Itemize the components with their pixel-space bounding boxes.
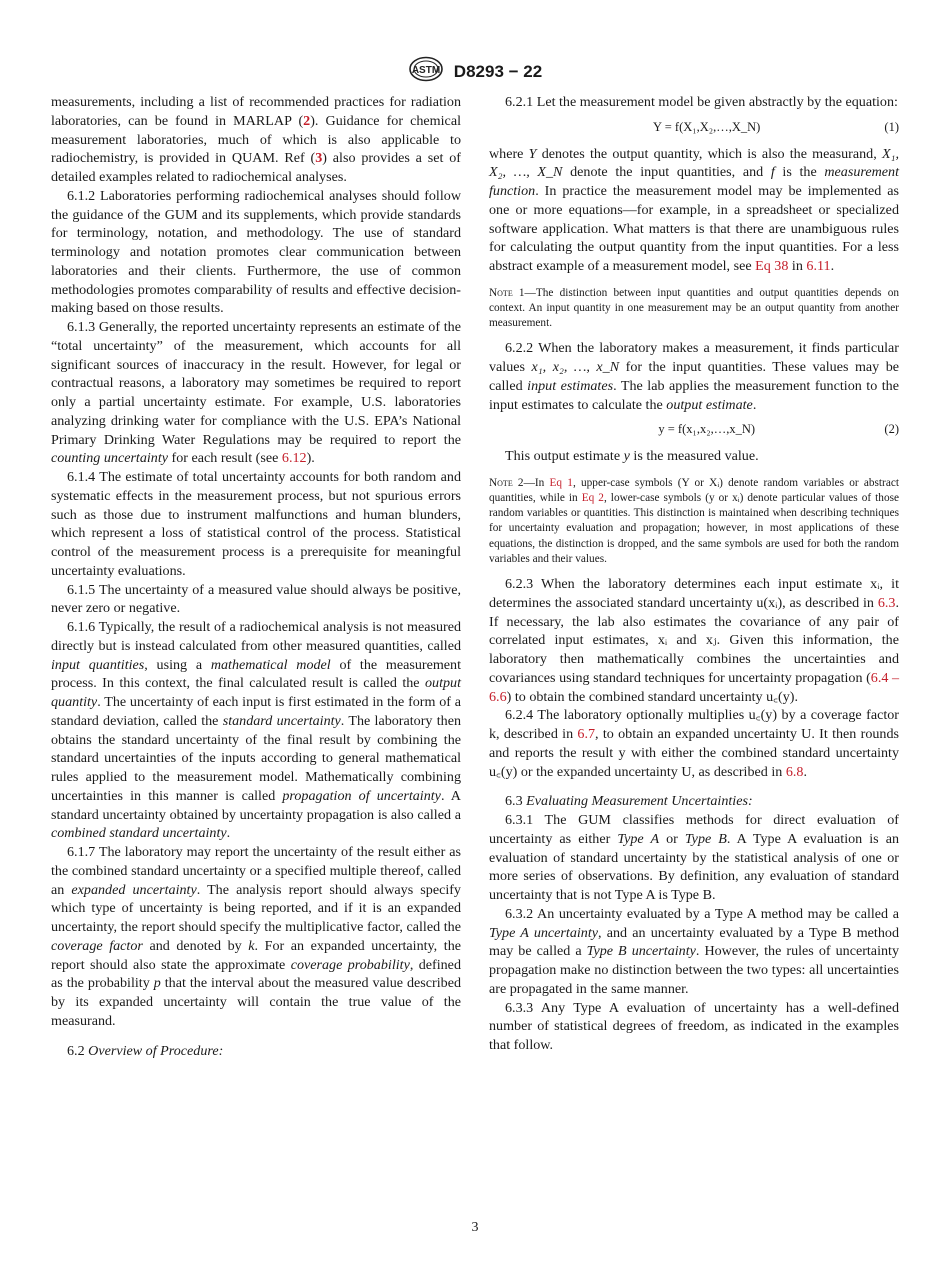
paragraph-6-2-4: 6.2.4 The laboratory optionally multiplies u꜀(y) by a coverage factor k, described in 6.7, to obtain an expanded uncertainty U. It then rounds and reports the result y with either the combined standard uncertainty u꜀(y) or the expanded uncertainty U, as described in 6.8. [489,707,899,780]
paragraph-6-1-3: 6.1.3 Generally, the reported uncertainty represents an estimate of the “total uncertainty” of the measurement, which accounts for all significant sources of inaccuracy in the result. However, for legal or contractual reasons, a laboratory may sometimes be required to report only a partial uncertainty estimate. For example, U.S. laboratories analyzing drinking water for compliance with the U.S. EPA’s National Primary Drinking Water Regulations may be required to report the counting uncertainty for each result (see 6.12). [51,319,461,467]
paragraph-6-1-7: 6.1.7 The laboratory may report the uncertainty of the result either as the combined standard uncertainty or a specified multiple thereof, called an expanded uncertainty. The analysis report should always specify which type of uncertainty is being reported, and if it is an expanded uncertainty, the report should specify the multiplicative factor, called the coverage factor and denoted by k. For an expanded uncertainty, the report should also state the approximate coverage probability, defined as the probability p that the interval about the measured value described by its expanded uncertainty will contain the true value of the measurand. [51,844,462,1029]
paragraph-6-1-4: 6.1.4 The estimate of total uncertainty accounts for both random and systematic effects in the measurement process, but not spurious errors such as those due to instrument malfunctions and human blunders, which represent a loss of statistical control of the process. Statistical control of the measurement process is a prerequisite for meaningful uncertainty evaluations. [51,469,461,579]
section-link[interactable]: 6.4 – 6.6 [489,669,899,705]
paragraph-6-2-1: 6.2.1 Let the measurement model be given abstractly by the equation: [505,94,898,110]
paragraph-6-2-2: 6.2.2 When the laboratory makes a measurement, it finds particular values x₁, x₂, …, x_N for the input quantities. These values may be called input estimates. The lab applies the measurement function to the input estimates to calculate the output estimate. [489,340,900,413]
equation-1-number: (1) [884,119,899,134]
equation-2-number: (2) [884,422,899,437]
paragraph-6-3-1: 6.3.1 The GUM classifies methods for direct evaluation of uncertainty as either Type A or Type B. A Type A evaluation is an evaluation of standard uncertainty by the statistical analysis of one or more series of observations. By definition, any evaluation of standard uncertainty that is not Type A is Type B. [489,812,899,904]
paragraph-6-2-3: 6.2.3 When the laboratory determines each input estimate xᵢ, it determines the associated standard uncertainty u(xᵢ), as described in 6.3. If necessary, the lab also estimates the covariance of any pair of correlated input estimates, xᵢ and xⱼ. Given this information, the laboratory then mathematically combines the uncertainties and covariances using standard techniques for uncertainty propagation (6.4 – 6.6) to obtain the combined standard uncertainty u꜀(y). [489,576,899,705]
paragraph-6-1-2: 6.1.2 Laboratories performing radiochemical analyses should follow the guidance of the GUM and its supplements, which provide standards for terminology, notation, and methodology. The use of standard terminology and notation promotes clear communication between laboratories and their clients. Furthermore, the use of common methodologies promotes comparability of results and effective decision-making based on those results. [51,187,461,317]
reference-link[interactable]: 3 [315,150,323,167]
equation-2 [489,420,899,439]
equation-1-formula: Y = f(X₁,X₂,…,X_N) [653,119,761,134]
section-heading-6-2: 6.2 Overview of Procedure: [67,1042,224,1059]
equation-1 [489,118,899,137]
paragraph-6-1-5: 6.1.5 The uncertainty of a measured value should always be positive, never zero or negative. [51,581,461,617]
paragraph-6-1-1-continued: measurements, including a list of recommended practices for radiation laboratories, can be found in MARLAP (2). Guidance for chemical measurement laboratories, much of which is also applicable to radiochemistry, is provided in QUAM. Ref (3) also provides a set of detailed examples related to radiochemical analyses. [51,94,461,185]
equation-link[interactable]: Eq 38 [755,258,789,274]
section-heading-6-3: 6.3 Evaluating Measurement Uncertainties: [505,793,753,810]
paragraph-6-2-1-continued: where Y denotes the output quantity, which is also the measurand, X₁, X₂, …, X_N denote the input quantities, and f is the measurement function. In practice the measurement model may be implemented as one or more equations—for example, in a spreadsheet or specialized software application. What matters is that there are unambiguous rules for calculating the output quantity from the input quantities. For a less abstract example of a measurement model, see Eq 38 in 6.11. [489,145,899,274]
reference-link[interactable]: 2 [303,112,311,129]
section-link[interactable]: 6.11 [806,258,831,274]
svg-text:ASTM: ASTM [411,65,440,76]
equation-link[interactable]: Eq 2 [581,492,604,505]
section-link[interactable]: 6.7 [577,726,596,743]
page-number: 3 [471,1220,479,1235]
document-designation: D8293 − 22 [453,61,543,81]
section-link[interactable]: 6.12 [281,450,307,467]
paragraph-6-1-6: 6.1.6 Typically, the result of a radiochemical analysis is not measured directly but is instead calculated from other measured quantities, called input quantities, using a mathematical model of the measurement process. In this context, the final calculated result is called the output quantity. The uncertainty of each input is first estimated in the form of a standard deviation, called the standard uncertainty. The laboratory then obtains the standard uncertainty of the final result by combining the standard uncertainties of the inputs according to general mathematical rules applied to the measurement model. Mathematically combining uncertainties in this manner is called propagation of uncertainty. A standard uncertainty obtained by uncertainty propagation is also called a combined standard uncertainty. [51,619,462,842]
page-header [0,56,950,87]
left-column [51,93,461,1060]
right-column [489,93,899,1055]
paragraph-6-3-3: 6.3.3 Any Type A evaluation of uncertainty has a well-defined number of statistical degrees of freedom, as indicated in the examples that follow. [489,999,899,1054]
astm-logo-icon [408,56,444,87]
section-link[interactable]: 6.8 [785,763,804,780]
paragraph-6-2-2-continued: This output estimate y is the measured value. [505,448,759,465]
equation-2-formula: y = f(x₁,x₂,…,x_N) [658,422,756,437]
note-2: Note 2—In Eq 1, upper-case symbols (Y or Xᵢ) denote random variables or abstract quantities, while in Eq 2, lower-case symbols (y or xᵢ) denote particular values of those random variables or quantities. This distinction is maintained when describing techniques for uncertainty evaluation and propagation; however, in most applications of these equations, the distinction is dropped, and the same symbols are used for both the random variables and their values. [489,476,899,565]
paragraph-6-3-2: 6.3.2 An uncertainty evaluated by a Type A method may be called a Type A uncertainty, and an uncertainty evaluated by a Type B method may be called a Type B uncertainty. However, the rules of uncertainty propagation make no distinction between the two types: all uncertainties are propagated in the same manner. [489,905,899,997]
section-link[interactable]: 6.3 [877,594,896,611]
equation-link[interactable]: Eq 1 [549,476,573,489]
note-1: Note 1—The distinction between input quantities and output quantities depends on context. An input quantity in one measurement may be an output quantity from another measurement. [489,286,899,330]
